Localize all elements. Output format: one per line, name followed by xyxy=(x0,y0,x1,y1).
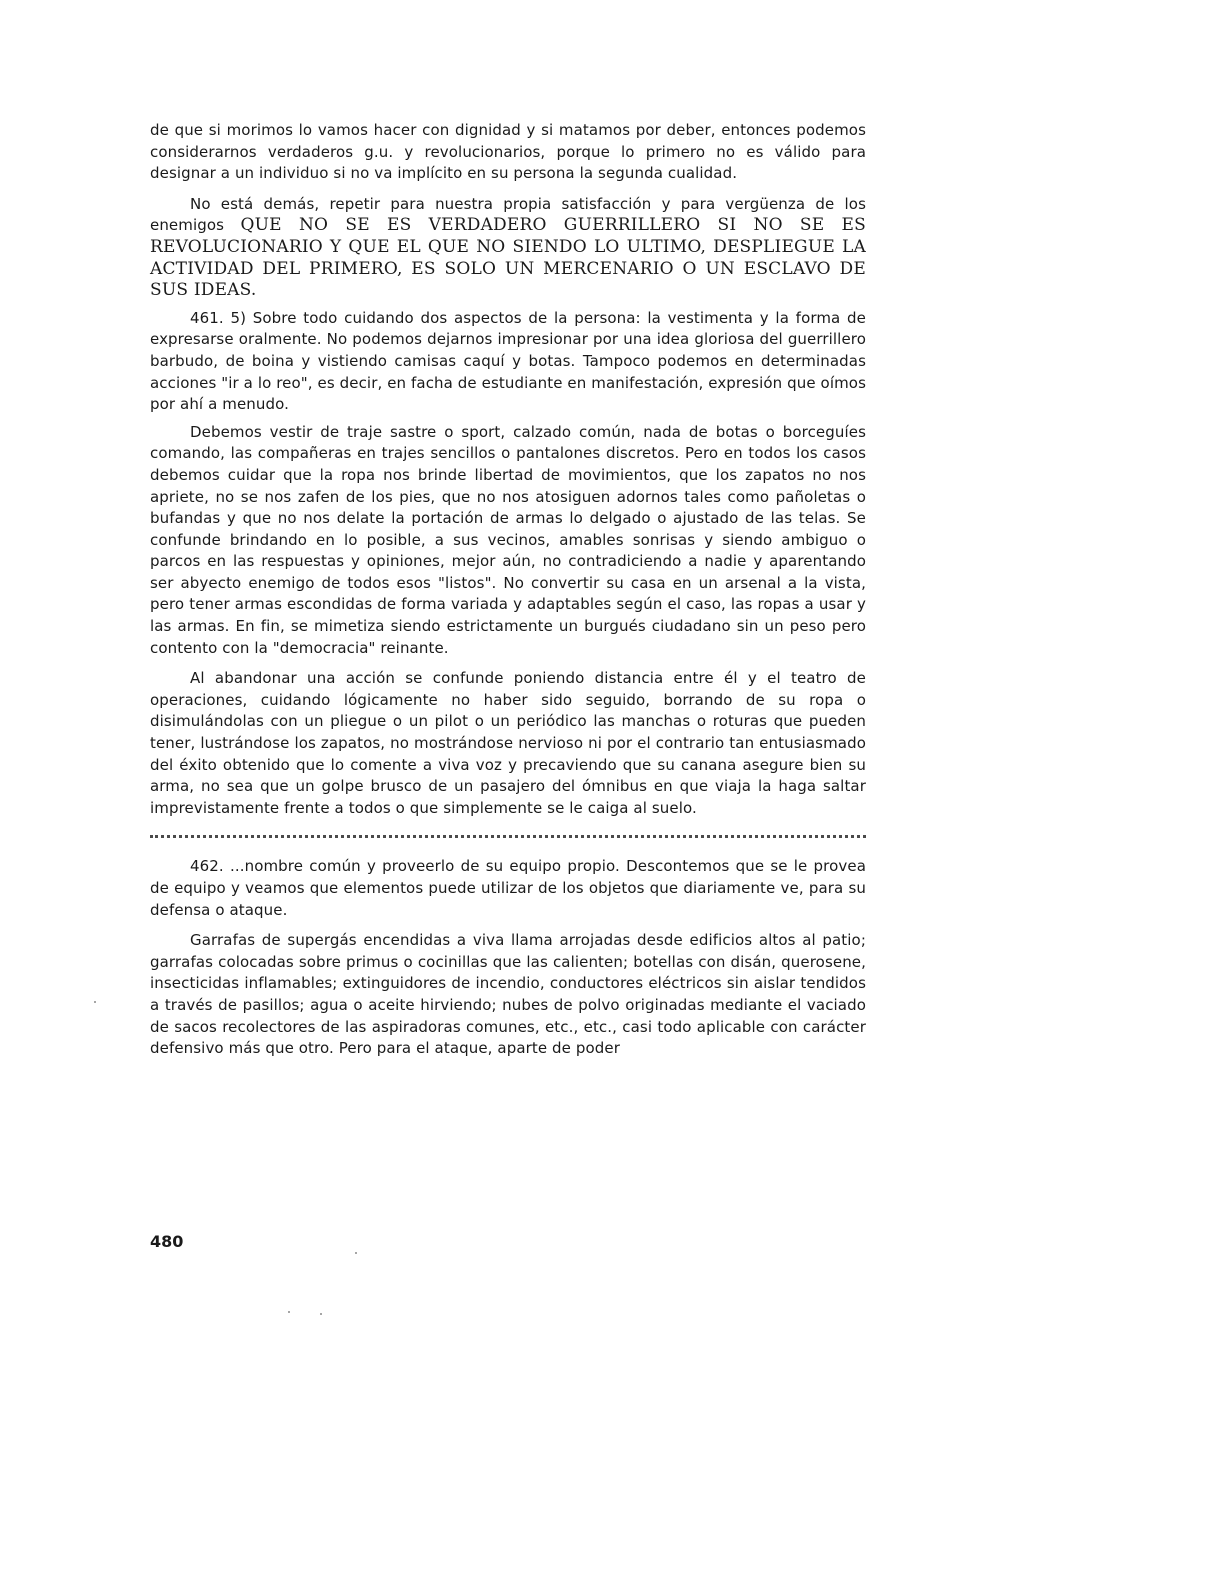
paragraph-continuation: de que si morimos lo vamos hacer con dignidad y si matamos por deber, entonces podemos considerarnos verdaderos g.u. y revolucionarios, porque lo primero no es válido para designar a un individuo si no va implícito en su persona la segunda cualidad. xyxy=(150,121,866,183)
paragraph-revolutionary xyxy=(150,194,866,302)
paragraph-leaving-action: Al abandonar una acción se confunde poniendo distancia entre él y el teatro de operaciones, cuidando lógicamente no haber sido seguido, borrando de su ropa o disimulándolas con un pliegue o un pilot o un periódico las manchas o roturas que pueden tener, lustrándose los zapatos, no mostrándose nervioso ni por el contrario tan entusiasmado del éxito obtenido que lo comente a viva voz y precaviendo que su canana asegure bien su arma, no sea que un golpe brusco de un pasajero del ómnibus en que viaja la haga saltar imprevistamente frente a todos o que simplemente se le caiga al suelo. xyxy=(150,669,866,817)
dotted-separator xyxy=(150,835,866,838)
paragraph-462: 462. ...nombre común y proveerlo de su equipo propio. Descontemos que se le provea de equipo y veamos que elementos puede utilizar de los objetos que diariamente ve, para su defensa o ataque. xyxy=(150,857,866,919)
paragraph-clothing: Debemos vestir de traje sastre o sport, calzado común, nada de botas o borceguíes comando, las compañeras en trajes sencillos o pantalones discretos. Pero en todos los casos debemos cuidar que la ropa nos brinde libertad de movimientos, que los zapatos no nos apriete, no se nos zafen de los pies, que no nos atosiguen adornos tales como pañoletas o bufandas y que no nos delate la portación de armas lo delgado o ajustado de las telas. Se confunde brindando en lo posible, a sus vecinos, amables sonrisas y siendo ambiguo o parcos en las respuestas y opiniones, mejor aún, no contradiciendo a nadie y aparentando ser abyecto enemigo de todos esos "listos". No convertir su casa en un arsenal a la vista, pero tener armas escondidas de forma variada y adaptables según el caso, las ropas a usar y las armas. En fin, se mimetiza siendo estrictamente un burgués ciudadano sin un peso pero contento con la "democracia" reinante. xyxy=(150,422,866,657)
paragraph-461: 461. 5) Sobre todo cuidando dos aspectos de la persona: la vestimenta y la forma de expresarse oralmente. No podemos dejarnos impresionar por una idea gloriosa del guerrillero barbudo, de boina y vistiendo camisas caquí y botas. Tampoco podemos en determinadas acciones "ir a lo reo", es decir, en facha de estudiante en manifestación, expresión que oímos por ahí a menudo. xyxy=(150,308,866,414)
emphasized-capitals-text: QUE NO SE ES VERDADERO GUERRILLERO SI NO SE ES REVOLUCIONARIO Y QUE EL QUE NO SIENDO LO ULTIMO, DESPLIEGUE LA ACTIVIDAD DEL PRIMERO, ES SOLO UN MERCENARIO O UN ESCLAVO DE SUS IDEAS. xyxy=(150,215,866,301)
paragraph-improvised-elements: Garrafas de supergás encendidas a viva llama arrojadas desde edificios altos al patio; garrafas colocadas sobre primus o cocinillas que las calienten; botellas con disán, querosene, insecticidas inflamables; extinguidores de incendio, conductores eléctricos sin aislar tendidos a través de pasillos; agua o aceite hirviendo; nubes de polvo originadas mediante el vaciado de sacos recolectores de las aspiradoras comunes, etc., etc., casi todo aplicable con carácter defensivo más que otro. Pero para el ataque, aparte de poder xyxy=(150,931,866,1058)
scan-speck xyxy=(320,1313,322,1315)
scan-speck xyxy=(355,1252,357,1254)
page-number: 480 xyxy=(150,1232,184,1251)
paragraph-lead-text: No está demás, repetir para nuestra propia satisfacción y para vergüenza de los enemigos xyxy=(150,194,866,235)
scan-speck xyxy=(288,1311,290,1313)
scan-speck xyxy=(94,1001,96,1003)
page-body xyxy=(150,120,866,1060)
